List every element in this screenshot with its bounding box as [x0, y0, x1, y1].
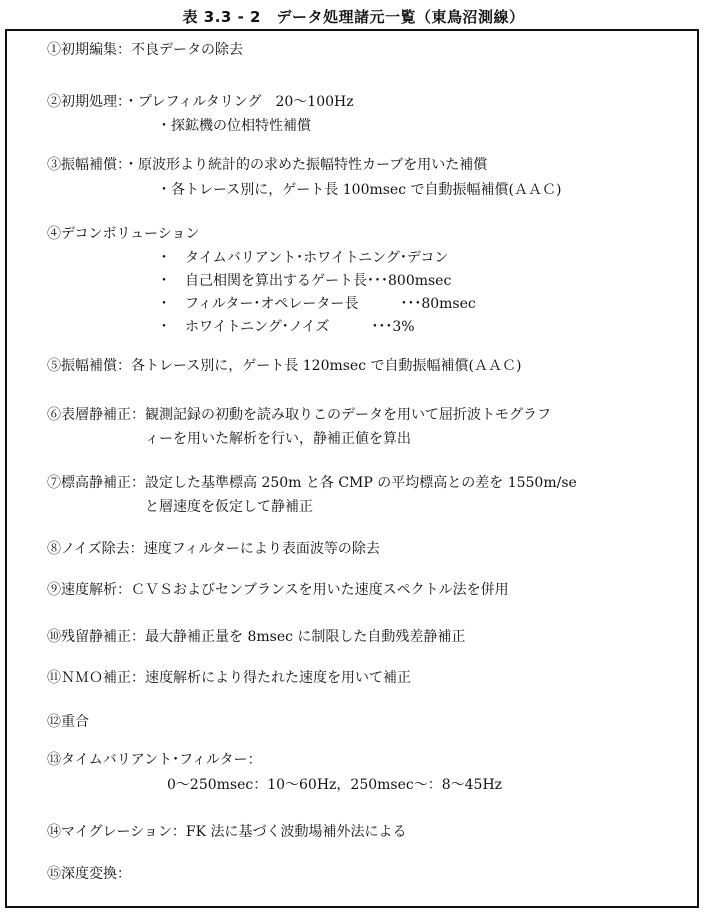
item-2: ②初期処理：・プレフィルタリング 20～100Hz [47, 94, 354, 110]
item-10: ⑩残留静補正：最大静補正量を 8msec に制限した自動残差静補正 [47, 629, 466, 645]
table-title: 表 3.3 - 2 データ処理諸元一覧（東鳥沼測線） [182, 8, 525, 26]
item-11: ⑪ＮＭＯ補正：速度解析により得たれた速度を用いて補正 [47, 670, 411, 686]
item-13: ⑬タイムバリアント･フィルター： [47, 752, 262, 768]
item-7-cont: と層速度を仮定して静補正 [145, 499, 313, 515]
item-4-sub-b: ・ 自己相関を算出するゲート長･･･800msec [157, 273, 452, 289]
item-4: ④デコンボリューション [47, 226, 200, 242]
item-12: ⑫重合 [47, 714, 89, 730]
item-6: ⑥表層静補正：観測記録の初動を読み取りこのデータを用いて屈折波トモグラフ [47, 407, 551, 423]
item-4-sub-c: ・ フィルター･オペレーター長 ･･･80msec [157, 296, 476, 312]
item-9: ⑨速度解析：ＣＶＳおよびセンブランスを用いた速度スペクトル法を併用 [47, 582, 509, 598]
item-3-sub: ・各トレース別に，ゲート長 100msec で自動振幅補償(ＡＡＣ) [157, 182, 562, 198]
item-5: ⑤振幅補償：各トレース別に，ゲート長 120msec で自動振幅補償(ＡＡＣ) [47, 358, 522, 374]
item-6-cont: ィーを用いた解析を行い，静補正値を算出 [145, 431, 411, 447]
item-15: ⑮深度変換： [47, 866, 131, 882]
item-4-sub-a: ・ タイムバリアント･ホワイトニング･デコン [157, 250, 449, 266]
item-7: ⑦標高静補正：設定した基準標高 250m と各 CMP の平均標高との差を 1550m/se [47, 475, 577, 491]
content-frame [5, 29, 699, 908]
item-13-sub: 0～250msec：10～60Hz，250msec～：8～45Hz [167, 777, 503, 793]
item-3: ③振幅補償：・原波形より統計的の求めた振幅特性カーブを用いた補償 [47, 157, 488, 173]
item-8: ⑧ノイズ除去：速度フィルターにより表面波等の除去 [47, 541, 380, 557]
item-4-sub-d: ・ ホワイトニング･ノイズ ･･･3% [157, 319, 415, 335]
item-14: ⑭マイグレーション：FK 法に基づく波動場補外法による [47, 824, 407, 840]
item-2-sub: ・探鉱機の位相特性補償 [157, 118, 311, 134]
item-1: ①初期編集：不良データの除去 [47, 42, 243, 58]
